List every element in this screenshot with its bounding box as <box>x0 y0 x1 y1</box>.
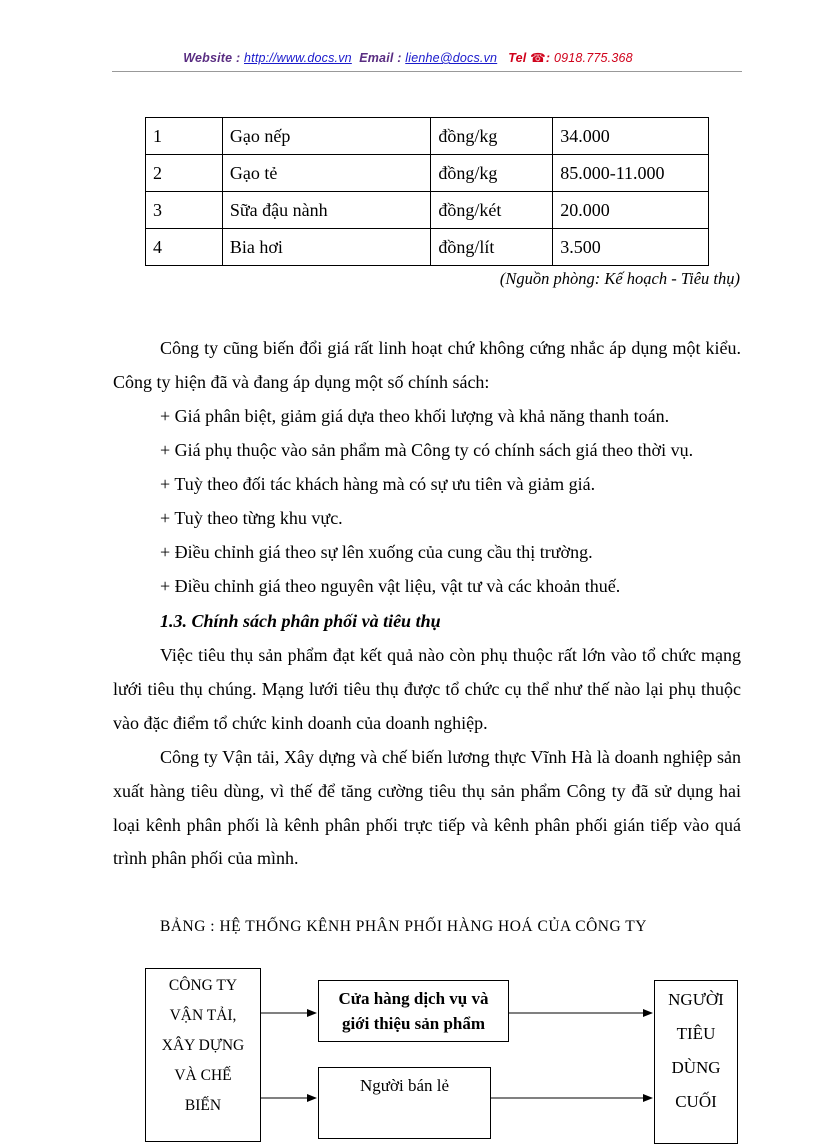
company-line: CÔNG TY <box>168 977 238 994</box>
table-cell: 85.000-11.000 <box>553 155 709 192</box>
table-cell: Sữa đậu nành <box>222 192 431 229</box>
table-cell: 2 <box>146 155 223 192</box>
company-line: BIẾN <box>184 1097 222 1114</box>
website-label: Website : <box>183 51 241 65</box>
website-link[interactable]: http://www.docs.vn <box>244 51 352 65</box>
table-cell: đồng/kg <box>431 155 553 192</box>
retailer-label: Người bán lẻ <box>359 1076 450 1095</box>
table-cell: 3.500 <box>553 229 709 266</box>
company-box <box>145 968 261 1142</box>
tel-label: Tel ☎: <box>508 51 551 65</box>
list-item: + Giá phân biệt, giảm giá dựa theo khối lượng và khả năng thanh toán. <box>160 406 670 426</box>
tel-number: 0918.775.368 <box>553 51 633 65</box>
paragraph-company: Công ty Vận tải, Xây dựng và chế biến lương thực Vĩnh Hà là doanh nghiệp sản xuất hàng tiêu dùng, vì thế để tăng cường tiêu thụ sản phẩm Công ty đã sử dụng hai loại kênh phân phối là kênh phân phối trực tiếp và kênh phân phối gián tiếp vào quá trình phân phối của mình. <box>113 747 741 869</box>
source-note: (Nguồn phòng: Kế hoạch - Tiêu thụ) <box>499 269 740 288</box>
table-cell: đồng/két <box>431 192 553 229</box>
store-line: Cửa hàng dịch vụ và <box>338 989 489 1008</box>
table-cell: Gạo tẻ <box>222 155 431 192</box>
table-cell: Bia hơi <box>222 229 431 266</box>
consumer-line: CUỐI <box>675 1092 717 1111</box>
company-line: VÀ CHẾ <box>174 1067 232 1084</box>
table-cell: 34.000 <box>553 118 709 155</box>
company-line: XÂY DỰNG <box>161 1037 245 1054</box>
paragraph-pricing: Công ty cũng biến đổi giá rất linh hoạt chứ không cứng nhắc áp dụng một kiểu. Công ty hiện đã và đang áp dụng một số chính sách: <box>113 338 741 392</box>
retailer-box <box>318 1067 491 1139</box>
email-label: Email : <box>359 51 402 65</box>
table-cell: 20.000 <box>553 192 709 229</box>
section-heading: 1.3. Chính sách phân phối và tiêu thụ <box>160 611 441 631</box>
paragraph-distribution: Việc tiêu thụ sản phẩm đạt kết quả nào còn phụ thuộc rất lớn vào tổ chức mạng lưới tiêu thụ chúng. Mạng lưới tiêu thụ được tổ chức cụ thể như thế nào lại phụ thuộc vào đặc điểm tổ chức kinh doanh của doanh nghiệp. <box>113 645 741 733</box>
list-item: + Tuỳ theo từng khu vực. <box>160 508 343 528</box>
store-line: giới thiệu sản phẩm <box>341 1014 486 1033</box>
table-cell: 3 <box>146 192 223 229</box>
consumer-line: DÙNG <box>671 1058 721 1077</box>
table-cell: 1 <box>146 118 223 155</box>
list-item: + Giá phụ thuộc vào sản phẩm mà Công ty có chính sách giá theo thời vụ. <box>160 440 694 460</box>
consumer-line: NGƯỜI <box>668 990 724 1009</box>
table-cell: đồng/lít <box>431 229 553 266</box>
store-box <box>318 980 509 1042</box>
consumer-line: TIÊU <box>676 1024 716 1043</box>
diagram-title: BẢNG : HỆ THỐNG KÊNH PHÂN PHỐI HÀNG HOÁ CỦA CÔNG TY <box>160 918 647 935</box>
consumer-box <box>654 980 738 1144</box>
table-cell: Gạo nếp <box>222 118 431 155</box>
table-cell: 4 <box>146 229 223 266</box>
table-cell: đồng/kg <box>431 118 553 155</box>
list-item: + Điều chỉnh giá theo sự lên xuống của cung cầu thị trường. <box>160 542 593 562</box>
email-link[interactable]: lienhe@docs.vn <box>405 51 498 65</box>
list-item: + Điều chỉnh giá theo nguyên vật liệu, vật tư và các khoản thuế. <box>160 576 621 596</box>
list-item: + Tuỳ theo đối tác khách hàng mà có sự ưu tiên và giảm giá. <box>160 474 596 494</box>
company-line: VẬN TẢI, <box>169 1007 237 1024</box>
